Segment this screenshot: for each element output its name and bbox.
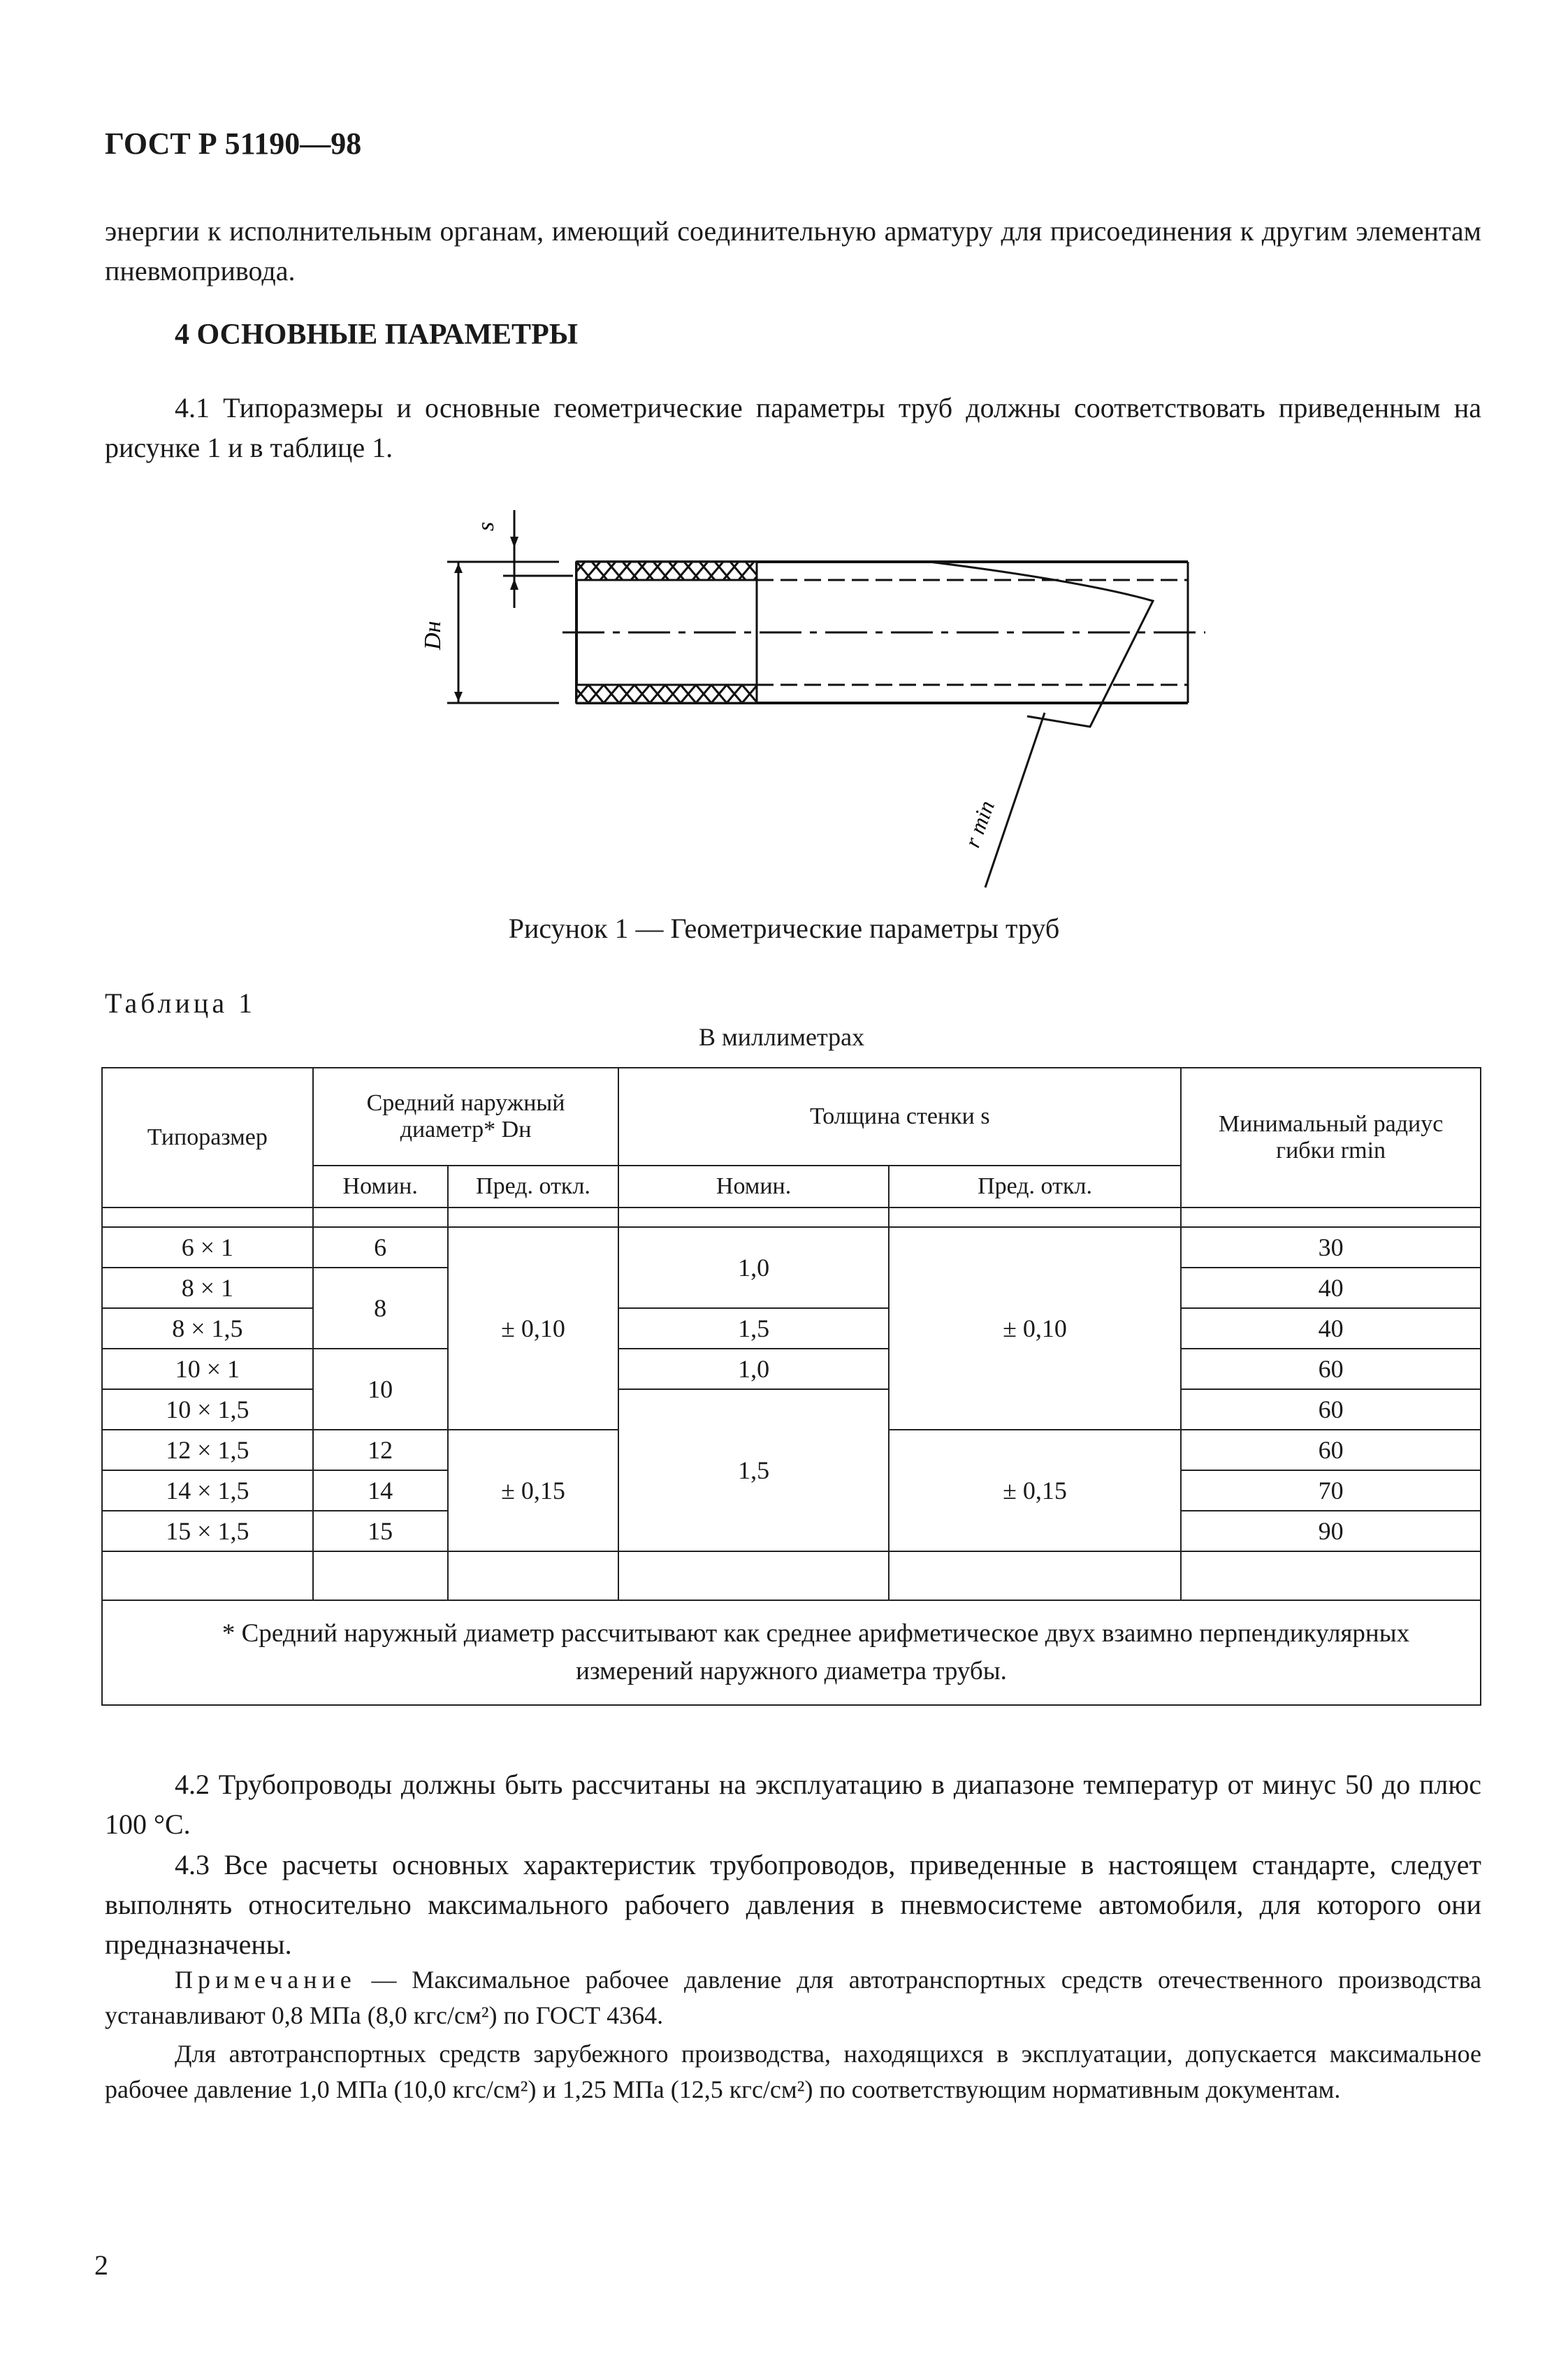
table-units: В миллиметрах xyxy=(699,1023,865,1051)
tube-wall-bottom-hatch xyxy=(576,685,757,703)
radius-cell: 40 xyxy=(1181,1268,1481,1308)
header-diameter: Средний наружный диаметр* Dн xyxy=(313,1068,619,1166)
figure-tube-geometry xyxy=(419,503,1223,894)
size-cell: 10 × 1 xyxy=(102,1349,313,1389)
paragraph-4-2: 4.2 Трубопроводы должны быть рассчитаны на эксплуатацию в диапазоне температур от минус 50 до плюс 100 °С. xyxy=(105,1769,1481,1840)
tube-wall-top-hatch xyxy=(576,562,757,580)
header-wall-dev: Пред. откл. xyxy=(889,1166,1181,1208)
wall-nom-cell: 1,0 xyxy=(618,1349,888,1389)
header-size: Типоразмер xyxy=(102,1068,313,1208)
diam-nom-cell: 15 xyxy=(313,1511,448,1551)
wall-dev-cell: ± 0,15 xyxy=(889,1430,1181,1551)
header-wall: Толщина стенки s xyxy=(618,1068,1181,1166)
radius-cell: 90 xyxy=(1181,1511,1481,1551)
diam-nom-cell: 10 xyxy=(313,1349,448,1430)
document-header: ГОСТ Р 51190—98 xyxy=(105,126,362,161)
radius-cell: 70 xyxy=(1181,1470,1481,1511)
note-label: Примечание xyxy=(175,1966,356,1994)
radius-cell: 30 xyxy=(1181,1227,1481,1268)
wall-nom-cell: 1,0 xyxy=(618,1227,888,1308)
size-cell: 15 × 1,5 xyxy=(102,1511,313,1551)
table-footnote: * Средний наружный диаметр рассчитывают как среднее арифметическое двух взаимно перпендикулярных измерений наружного диаметра трубы. xyxy=(102,1600,1481,1705)
label-dn: Dн xyxy=(420,621,446,650)
size-cell: 6 × 1 xyxy=(102,1227,313,1268)
size-cell: 10 × 1,5 xyxy=(102,1389,313,1430)
size-cell: 8 × 1 xyxy=(102,1268,313,1308)
note-paragraph xyxy=(105,1962,1481,2033)
wall-nom-cell: 1,5 xyxy=(618,1308,888,1349)
diam-nom-cell: 12 xyxy=(313,1430,448,1470)
note-text: — Максимальное рабочее давление для автотранспортных средств отечественного производства устанавливают 0,8 МПа (8,0 кгс/см²) по ГОСТ 4364. xyxy=(105,1966,1481,2029)
wall-nom-cell: 1,5 xyxy=(618,1389,888,1551)
s-arrow-bottom xyxy=(510,579,518,590)
header-diam-nom: Номин. xyxy=(313,1166,448,1208)
paragraph-4-1: 4.1 Типоразмеры и основные геометрические параметры труб должны соответствовать приведенным на рисунке 1 и в таблице 1. xyxy=(105,392,1481,463)
diam-nom-cell: 8 xyxy=(313,1268,448,1349)
rmin-leader xyxy=(985,713,1045,887)
size-cell: 8 × 1,5 xyxy=(102,1308,313,1349)
radius-cell: 40 xyxy=(1181,1308,1481,1349)
header-radius: Минимальный радиус гибки rmin xyxy=(1181,1068,1481,1208)
diam-nom-cell: 14 xyxy=(313,1470,448,1511)
table-tube-parameters xyxy=(101,1067,1481,1706)
table-label: Таблица 1 xyxy=(105,987,256,1019)
diam-dev-cell: ± 0,10 xyxy=(448,1227,619,1430)
label-rmin: r min xyxy=(959,797,999,851)
header-diam-dev: Пред. откл. xyxy=(448,1166,619,1208)
intro-paragraph: энергии к исполнительным органам, имеющий соединительную арматуру для присоединения к другим элементам пневмопривода. xyxy=(105,215,1481,287)
page-number: 2 xyxy=(94,2249,108,2281)
s-arrow-top xyxy=(510,537,518,548)
radius-cell: 60 xyxy=(1181,1389,1481,1430)
figure-caption: Рисунок 1 — Геометрические параметры труб xyxy=(508,913,1060,944)
note-paragraph-2: Для автотранспортных средств зарубежного производства, находящихся в эксплуатации, допускается максимальное рабочее давление 1,0 МПа (10,0 кгс/см²) и 1,25 МПа (12,5 кгс/см²) по соответствующим нормативным документам. xyxy=(105,2040,1481,2103)
paragraph-4-3: 4.3 Все расчеты основных характеристик трубопроводов, приведенные в настоящем стандарте, следует выполнять относительно максимального рабочего давления в пневмосистеме автомобиля, для которого они предназначены. xyxy=(105,1849,1481,1960)
header-wall-nom: Номин. xyxy=(618,1166,888,1208)
size-cell: 14 × 1,5 xyxy=(102,1470,313,1511)
wall-dev-cell: ± 0,10 xyxy=(889,1227,1181,1430)
section-heading: 4 ОСНОВНЫЕ ПАРАМЕТРЫ xyxy=(175,319,578,351)
radius-cell: 60 xyxy=(1181,1349,1481,1389)
label-s: s xyxy=(473,521,499,531)
size-cell: 12 × 1,5 xyxy=(102,1430,313,1470)
diam-nom-cell: 6 xyxy=(313,1227,448,1268)
radius-cell: 60 xyxy=(1181,1430,1481,1470)
diam-dev-cell: ± 0,15 xyxy=(448,1430,619,1551)
